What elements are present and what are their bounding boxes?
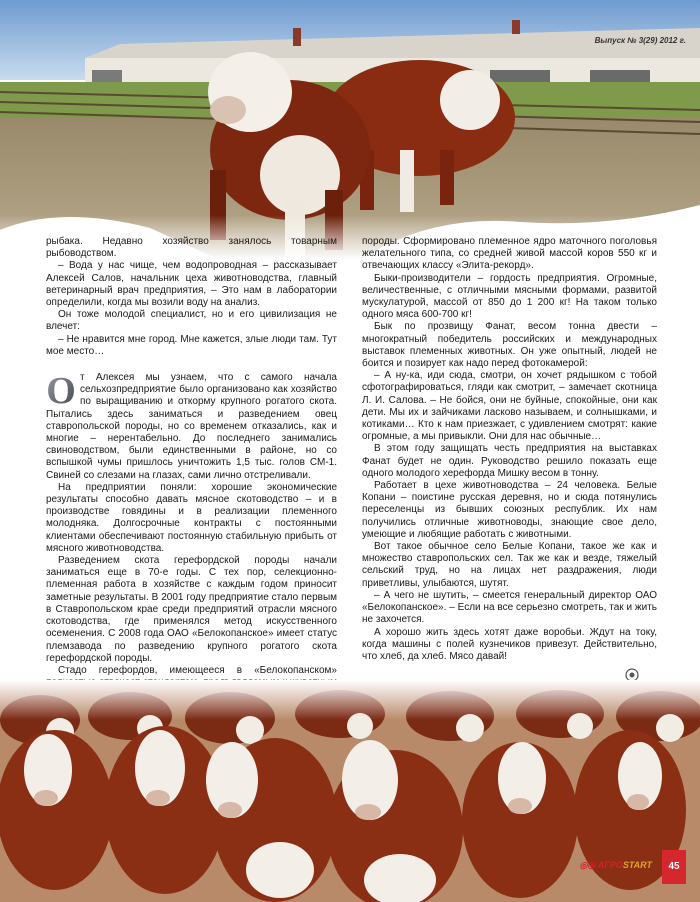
svg-text:О: О	[46, 373, 76, 408]
paragraph: А хорошо жить здесь хотят даже воробьи. Ждут на току, когда машины с полей кузнечиков привезут. Действительно, что хлеб, да хлеб. Мясо давай!	[362, 626, 657, 662]
paragraph: Работает в цехе животноводства – 24 человека. Белые Копани – поистине русская деревня, но и сюда потянулись переселенцы из бывших союзных республик. Их нам получились отличные животноводы, знающие свое дело, умеющие и любящие работать с животными.	[362, 480, 657, 540]
paragraph: Стадо герефордов, имеющееся в «Белокопанском»	[58, 664, 337, 676]
paragraph: Он тоже молодой специалист, но и его цивилизация не влечет:	[46, 309, 337, 333]
paragraph: – А ну-ка, иди сюда, смотри, он хочет рядышком с тобой сфотографироваться, гляди как смотрит, – замечает скотница Л. И. Салова. – Не бойся, они не буйные, спокойные, они как дети. Мы их и зайчиками ласково называем, и солнышками, и котиками… Кто к нам приезжает, с удивлением смотрят: какие огромные, а мы привыкли. Они для нас обычные…	[362, 370, 657, 443]
paragraph: Быки-производители – гордость предприятия. Огромные, величественные, с отличными мясными формами, развитой мускулатурой, массой от 850 до 1 200 кг! На таком только одного мяса 600-700 кг!	[362, 272, 657, 321]
paragraph: Бык по прозвищу Фанат, весом тонна двести – многократный победитель российских и международных выставок племенных животных. Он уже опытный, людей не боится и позирует как надо перед фотокамерой:	[362, 321, 657, 370]
text-column-left	[46, 236, 337, 702]
drop-cap	[46, 373, 76, 407]
paragraph: породы. Сформировано племенное ядро маточного поголовья желательного типа, со средней живой массой коров 550 кг и отвечающих классу «Элита-рекорд».	[362, 236, 657, 272]
brand-logo: ◎◎ АГРОSTART	[579, 860, 652, 870]
paragraph: В этом году защищать честь предприятия на выставках Фанат будет не один. Руководство решило показать еще одного молодого херефорда Мишку весом в тонну.	[362, 443, 657, 479]
paragraph: – Не нравится мне город. Мне кажется, злые люди там. Тут мое место…	[46, 333, 337, 357]
issue-label: Выпуск № 3(29) 2012 г.	[594, 36, 686, 45]
page-number: 45	[662, 850, 686, 884]
paragraph: рыбака. Недавно хозяйство занялось товарным рыбоводством.	[46, 236, 337, 260]
paragraph: На предприятии поняли: хорошие экономические результаты способно давать мясное скотоводство – и в производстве говядины и в реализации племенного молодняка. Долгосрочные контракты с постоянными клиентами обеспечивают постоянную стабильную прибыть от мясного животноводства.	[46, 481, 337, 554]
text-column-right	[362, 236, 657, 663]
paragraph: – А чего не шутить, – смеется генеральный директор ОАО «Белокопанское». – Если на все серьезно смотреть, так и жить не захочется.	[362, 589, 657, 626]
brand-mark-icon: ◎◎	[579, 860, 598, 870]
paragraph-lead: О т Алексея мы узнаем, что с самого начала сельхозпредприятие было организовано как хозяйство по выращиванию и откорму крупного рогатого скота. Пытались здесь заниматься и разведением овец ставропольской породы, но со временем отказались, как и многие – нерентабельно. До последнего занимались свиноводством, были единственными в районе, но со вспышкой чумы пришлось уничтожить 1,5 тыс. голов СМ-1. Свиней со слезами на глазах, сами лично отстреливали.	[46, 372, 337, 481]
paragraph: Разведением скота герефордской породы начали заниматься еще в 70-е годы. С тех пор, селекционно-племенная работа в хозяйстве с каждым годом приносит заметные результаты. В 2001 году предприятие стало первым в Ставропольском крае среди предприятий отрасли мясного скотоводства, где применялся метод искусственного осеменения. С 2008 года ОАО «Белокопанское» имеет статус племзавода по разведению крупного рогатого скота герефордской породы.	[46, 555, 337, 664]
paragraph: Вот такое обычное село Белые Копани, такое же как и множество ставропольских сел. Так же как и везде, тяжелый сельский труд, но на лицах нет раздражения, люди приветливы, улыбаются, шутят.	[362, 541, 657, 589]
paragraph: – Вода у нас чище, чем водопроводная – рассказывает Алексей Салов, начальник цеха животноводства, главный ветеринарный врач предприятия, – Это нам в лаборатории определили, когда мы возили воду на анализ.	[46, 260, 337, 309]
